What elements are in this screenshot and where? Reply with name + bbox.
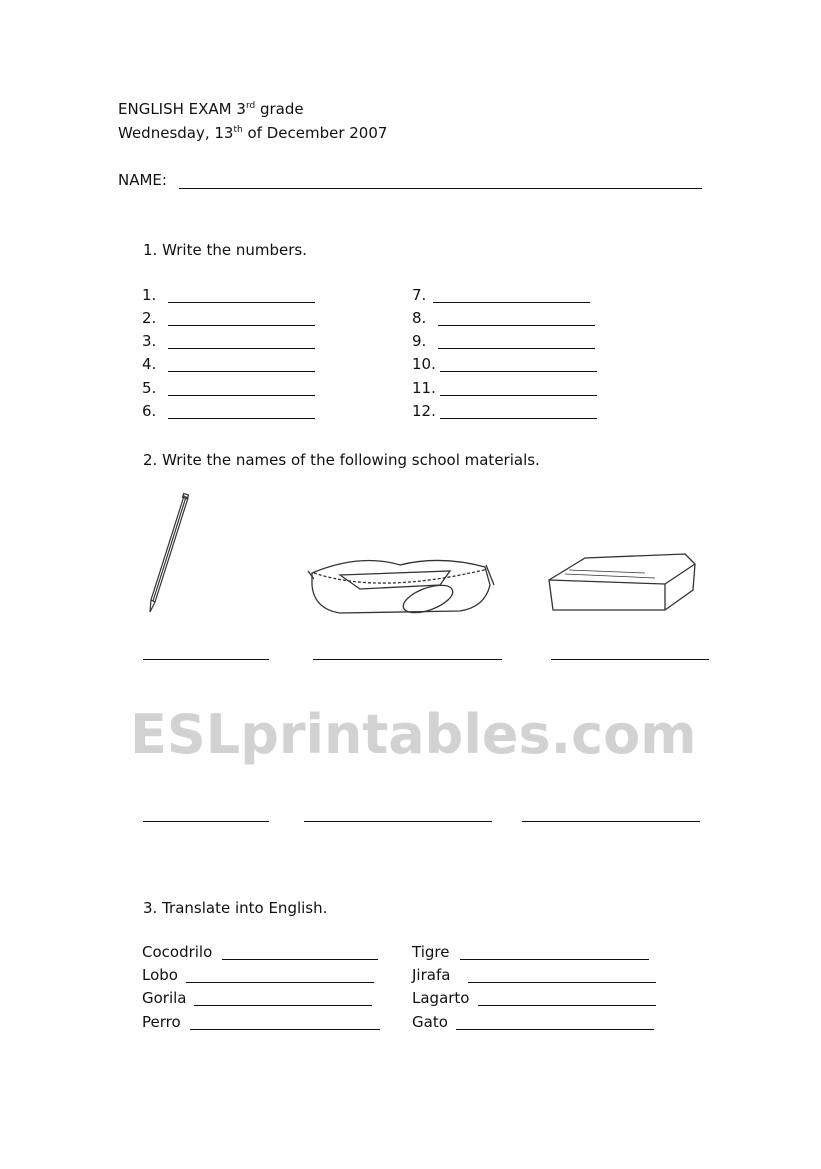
exam-date: Wednesday, 13th of December 2007 (118, 124, 388, 142)
number-label: 6. (142, 402, 157, 420)
number-label: 9. (412, 332, 427, 350)
watermark: ESLprintables.com (130, 703, 697, 766)
number-label: 2. (142, 309, 157, 327)
number-answer-line[interactable] (168, 302, 315, 303)
translate-word: Jirafa (412, 966, 451, 984)
number-answer-line[interactable] (168, 371, 315, 372)
answer-line-pencil-case[interactable] (313, 659, 502, 660)
translate-answer-line[interactable] (222, 959, 378, 960)
number-answer-line[interactable] (168, 325, 315, 326)
section3-heading: 3. Translate into English. (143, 899, 328, 917)
number-label: 12. (412, 402, 436, 420)
number-label: 1. (142, 286, 157, 304)
pencil-image (140, 492, 200, 617)
answer-line-5[interactable] (304, 821, 492, 822)
translate-word: Lagarto (412, 989, 470, 1007)
translate-word: Tigre (412, 943, 450, 961)
number-label: 4. (142, 355, 157, 373)
translate-answer-line[interactable] (194, 1005, 372, 1006)
number-answer-line[interactable] (168, 348, 315, 349)
number-label: 5. (142, 379, 157, 397)
name-label: NAME: (118, 171, 167, 189)
name-answer-line[interactable] (179, 188, 702, 189)
rubber-image (545, 550, 700, 615)
number-label: 10. (412, 355, 436, 373)
translate-word: Perro (142, 1013, 181, 1031)
number-label: 11. (412, 379, 436, 397)
translate-answer-line[interactable] (456, 1029, 654, 1030)
number-answer-line[interactable] (433, 302, 590, 303)
translate-answer-line[interactable] (468, 982, 656, 983)
number-answer-line[interactable] (168, 418, 315, 419)
section2-heading: 2. Write the names of the following school materials. (143, 451, 540, 469)
pencil-case-image (300, 545, 500, 617)
answer-line-pencil[interactable] (143, 659, 269, 660)
answer-line-6[interactable] (522, 821, 700, 822)
section1-heading: 1. Write the numbers. (143, 241, 307, 259)
translate-answer-line[interactable] (186, 982, 374, 983)
number-label: 7. (412, 286, 427, 304)
translate-word: Gato (412, 1013, 448, 1031)
translate-word: Lobo (142, 966, 178, 984)
number-answer-line[interactable] (440, 371, 597, 372)
translate-word: Gorila (142, 989, 187, 1007)
number-answer-line[interactable] (438, 325, 595, 326)
number-label: 3. (142, 332, 157, 350)
number-answer-line[interactable] (168, 395, 315, 396)
answer-line-rubber[interactable] (551, 659, 709, 660)
translate-answer-line[interactable] (190, 1029, 380, 1030)
translate-word: Cocodrilo (142, 943, 213, 961)
number-answer-line[interactable] (440, 418, 597, 419)
exam-title: ENGLISH EXAM 3rd grade (118, 100, 304, 118)
translate-answer-line[interactable] (478, 1005, 656, 1006)
number-label: 8. (412, 309, 427, 327)
answer-line-4[interactable] (143, 821, 269, 822)
number-answer-line[interactable] (440, 395, 597, 396)
translate-answer-line[interactable] (460, 959, 649, 960)
number-answer-line[interactable] (438, 348, 595, 349)
